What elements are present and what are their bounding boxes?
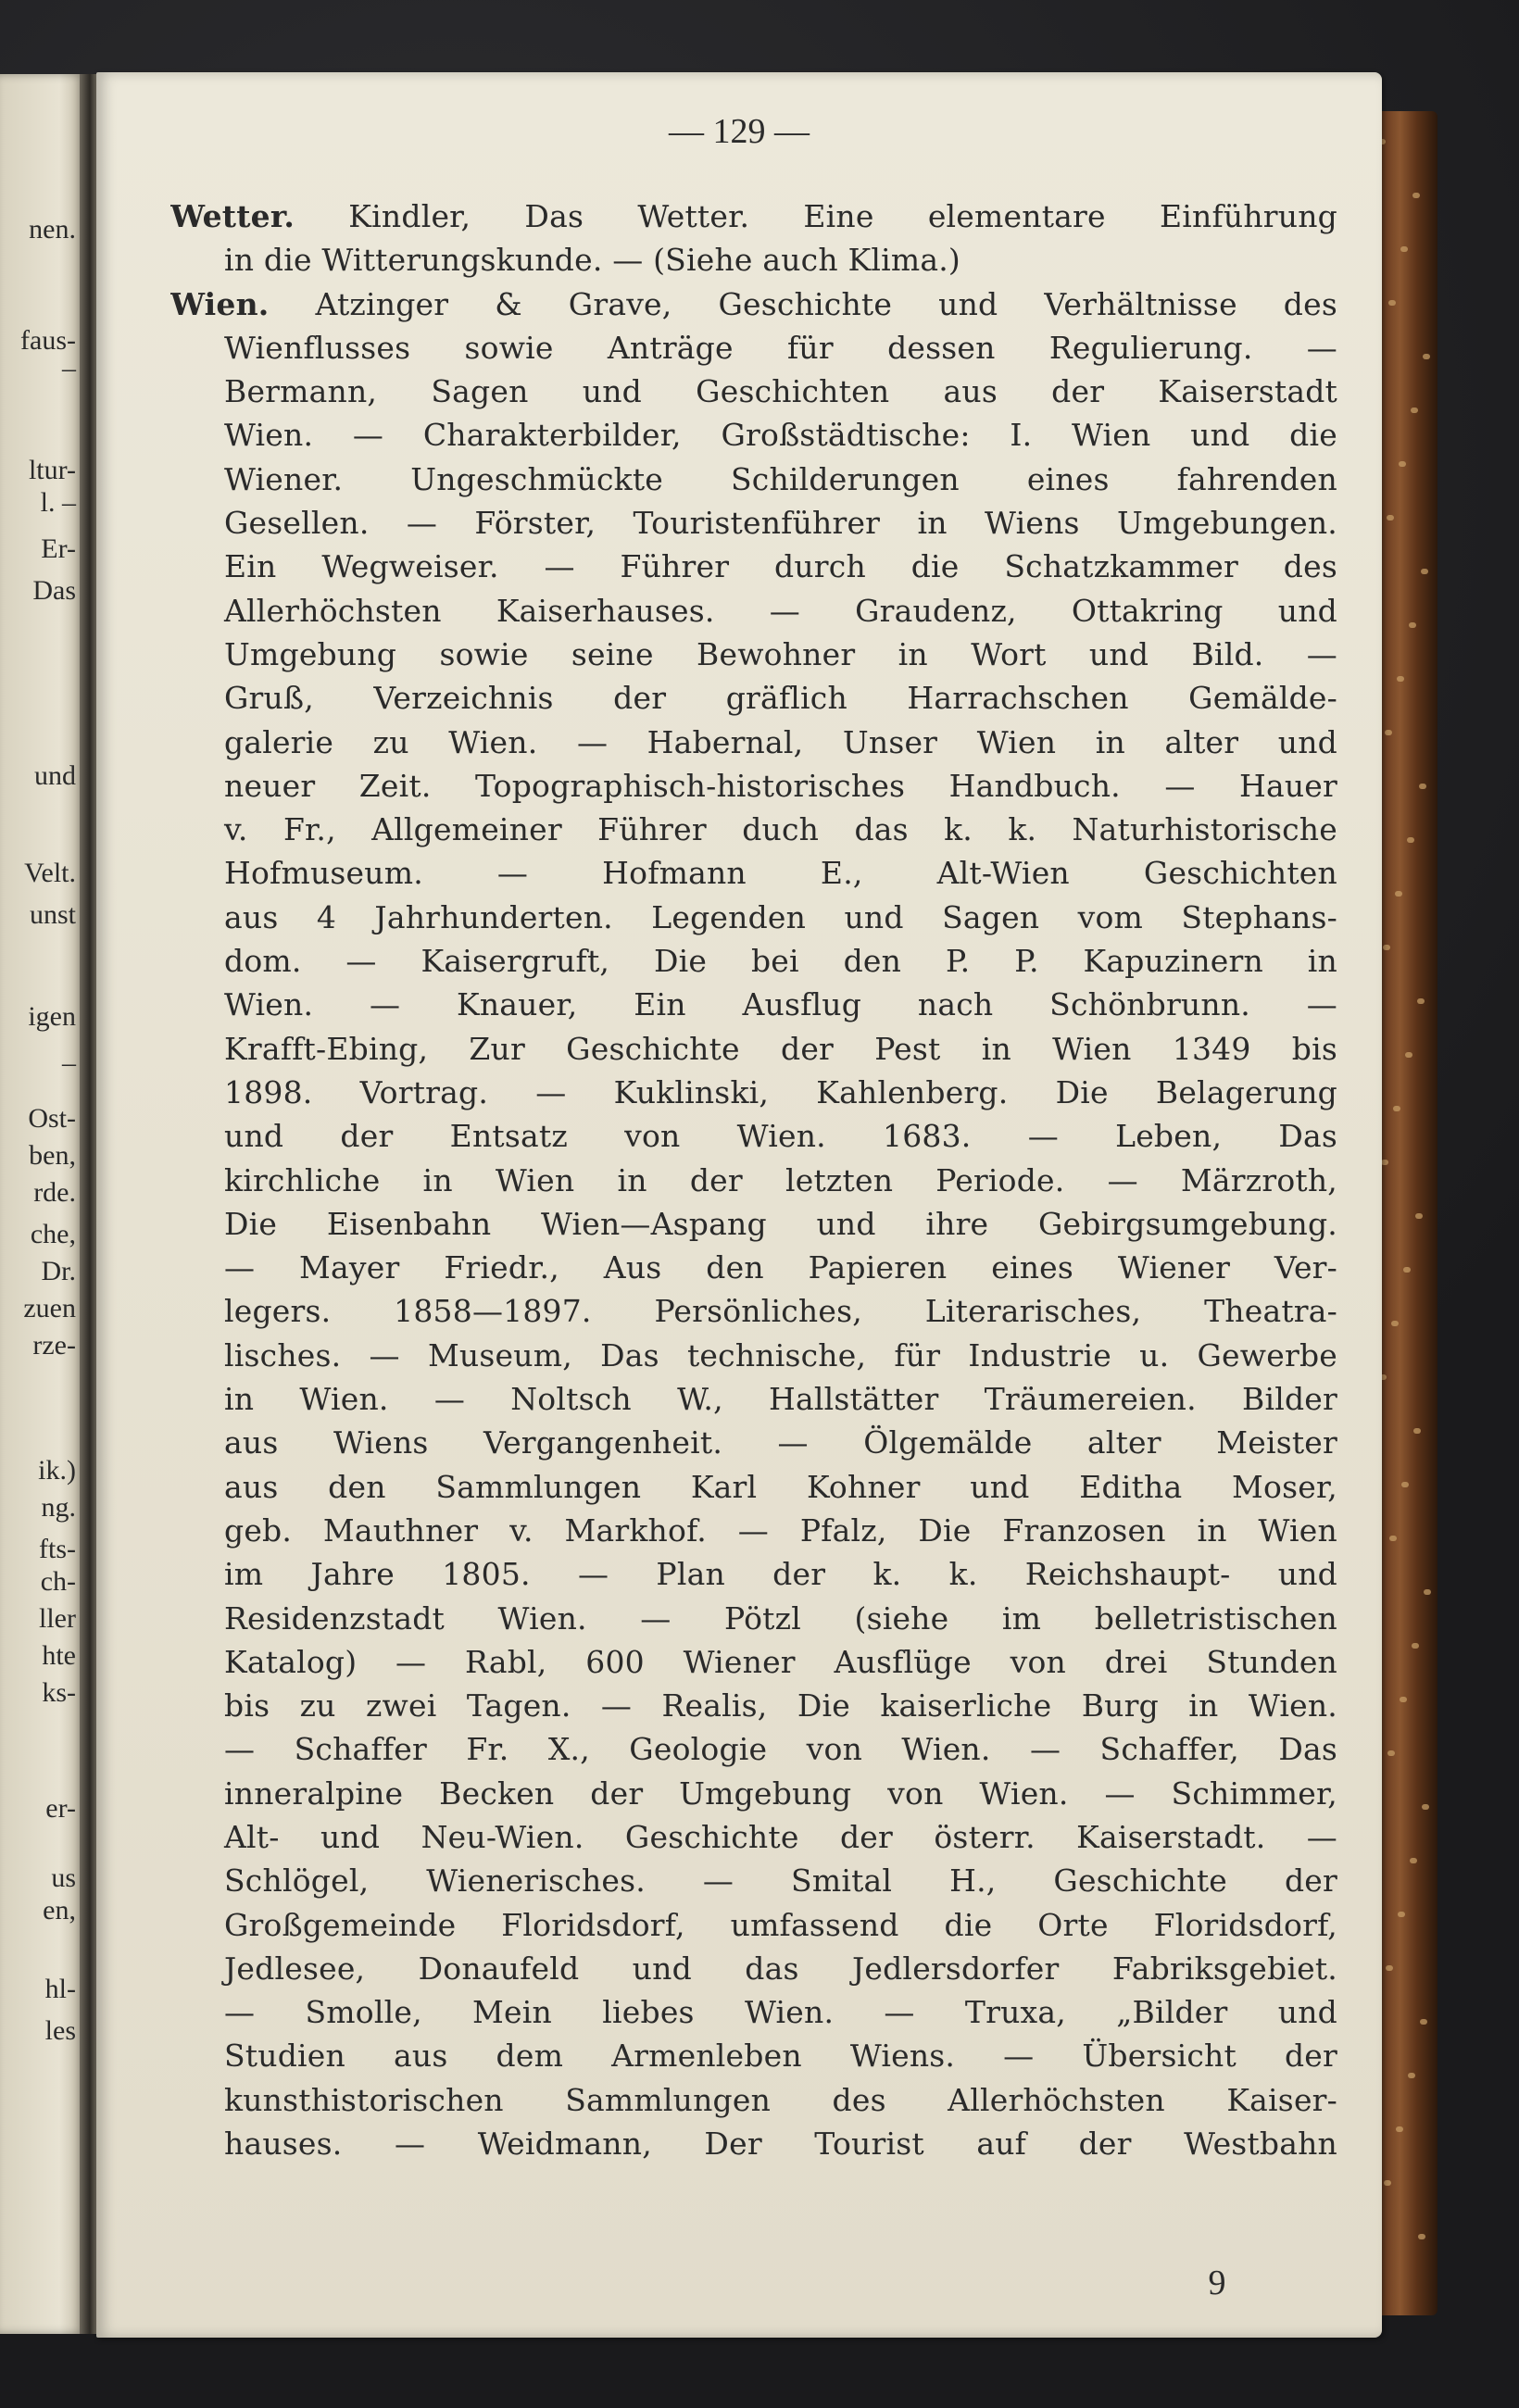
line-text: 1898. Vortrag. — Kuklinski, Kahlenberg. Die Belagerung bbox=[224, 1073, 1337, 1110]
spine-speck bbox=[1399, 461, 1406, 467]
line-text: Wien. — Knauer, Ein Ausflug nach Schönbrunn. — bbox=[224, 986, 1337, 1023]
line-text: und der Entsatz von Wien. 1683. — Leben, Das bbox=[224, 1118, 1337, 1155]
spine-speck bbox=[1405, 1052, 1412, 1058]
text-line bbox=[170, 1815, 1337, 1859]
text-line bbox=[170, 1071, 1337, 1114]
left-page-fragment: hte bbox=[42, 1640, 76, 1671]
spine-speck bbox=[1400, 1697, 1407, 1702]
spine-speck bbox=[1398, 1912, 1405, 1917]
spine-speck bbox=[1387, 515, 1394, 520]
spine-speck bbox=[1389, 1536, 1397, 1541]
line-text: Atzinger & Grave, Geschichte und Verhältnisse des bbox=[269, 285, 1337, 322]
line-text: — Mayer Friedr., Aus den Papieren eines Wiener Ver- bbox=[224, 1249, 1337, 1286]
spine-speck bbox=[1419, 784, 1426, 789]
text-line bbox=[170, 851, 1337, 895]
text-line bbox=[170, 545, 1337, 588]
line-text: lisches. — Museum, Das technische, für Industrie u. Gewerbe bbox=[224, 1336, 1337, 1373]
line-text: inneralpine Becken der Umgebung von Wien. — Schimmer, bbox=[224, 1775, 1337, 1812]
line-text: kirchliche in Wien in der letzten Periode. — Märzroth, bbox=[224, 1161, 1337, 1198]
line-text: Studien aus dem Armenleben Wiens. — Übersicht der bbox=[224, 2038, 1337, 2075]
text-line bbox=[170, 458, 1337, 501]
line-text: aus den Sammlungen Karl Kohner und Editha Moser, bbox=[224, 1468, 1337, 1505]
line-text: bis zu zwei Tagen. — Realis, Die kaiserliche Burg in Wien. bbox=[224, 1687, 1337, 1724]
line-text: Großgemeinde Floridsdorf, umfassend die Orte Floridsdorf, bbox=[224, 1906, 1337, 1943]
page-number: — 129 — bbox=[669, 112, 810, 151]
left-page-fragment: rze- bbox=[32, 1330, 76, 1361]
left-page-fragment: us bbox=[51, 1862, 76, 1893]
text-line bbox=[170, 413, 1337, 457]
line-text: aus Wiens Vergangenheit. — Ölgemälde alter Meister bbox=[224, 1424, 1337, 1461]
spine-speck bbox=[1417, 998, 1425, 1004]
spine-speck bbox=[1424, 1589, 1431, 1595]
text-line bbox=[170, 2122, 1337, 2165]
spine-speck bbox=[1415, 1213, 1423, 1219]
line-text: Katalog) — Rabl, 600 Wiener Ausflüge von drei Stunden bbox=[224, 1643, 1337, 1680]
text-line bbox=[170, 721, 1337, 764]
line-text: aus 4 Jahrhunderten. Legenden und Sagen vom Stephans- bbox=[224, 898, 1337, 935]
line-text: in die Witterungskunde. — (Siehe auch Klima.) bbox=[224, 242, 960, 279]
text-line bbox=[170, 676, 1337, 720]
spine-speck bbox=[1411, 408, 1418, 413]
text-line bbox=[170, 501, 1337, 545]
left-page-fragment: Er- bbox=[41, 533, 76, 564]
left-page-fragment: Dr. bbox=[41, 1256, 76, 1286]
left-page-fragment: unst bbox=[29, 899, 76, 930]
left-page-fragment: ben, bbox=[29, 1140, 76, 1171]
left-page-fragment: igen bbox=[28, 1001, 76, 1032]
line-text: Umgebung sowie seine Bewohner in Wort und Bild. — bbox=[224, 635, 1337, 672]
line-text: — Smolle, Mein liebes Wien. — Truxa, „Bilder und bbox=[224, 1994, 1337, 2031]
spine-speck bbox=[1385, 730, 1392, 735]
text-line bbox=[170, 939, 1337, 983]
line-text: Schlögel, Wienerisches. — Smital H., Geschichte der bbox=[224, 1862, 1337, 1900]
spine-speck bbox=[1423, 354, 1430, 359]
left-page-fragment: er- bbox=[45, 1793, 76, 1824]
spine-speck bbox=[1422, 1804, 1429, 1810]
text-line bbox=[170, 238, 1337, 282]
line-text: Krafft-Ebing, Zur Geschichte der Pest in Wien 1349 bis bbox=[224, 1030, 1337, 1067]
left-page-fragment: les bbox=[44, 2015, 76, 2046]
text-line bbox=[170, 983, 1337, 1026]
spine-speck bbox=[1401, 1482, 1409, 1487]
spine-speck bbox=[1420, 2019, 1427, 2025]
spine-speck bbox=[1421, 569, 1428, 574]
text-line bbox=[170, 326, 1337, 370]
text-line bbox=[170, 1027, 1337, 1071]
left-page-fragment: ks- bbox=[42, 1677, 76, 1708]
text-line bbox=[170, 896, 1337, 939]
left-page-fragment: zuen bbox=[23, 1293, 76, 1323]
line-text: dom. — Kaisergruft, Die bei den P. P. Kapuzinern in bbox=[224, 943, 1337, 980]
entry-heading: Wetter. bbox=[170, 198, 295, 234]
line-text: in Wien. — Noltsch W., Hallstätter Träumereien. Bilder bbox=[224, 1381, 1337, 1418]
text-line bbox=[170, 1947, 1337, 1990]
left-page-fragment: Das bbox=[32, 575, 76, 606]
left-page-fragment: Velt. bbox=[24, 858, 76, 888]
spine-speck bbox=[1403, 1267, 1411, 1273]
line-text: Die Eisenbahn Wien—Aspang und ihre Gebirgsumgebung. bbox=[224, 1205, 1337, 1242]
spine-speck bbox=[1409, 622, 1416, 628]
spine-speck bbox=[1412, 1643, 1419, 1649]
text-line bbox=[170, 764, 1337, 808]
spine-speck bbox=[1410, 1858, 1417, 1863]
text-line bbox=[170, 1289, 1337, 1333]
line-text: Gruß, Verzeichnis der gräflich Harrachschen Gemälde- bbox=[224, 680, 1337, 717]
text-line bbox=[170, 1509, 1337, 1552]
line-text: Alt- und Neu-Wien. Geschichte der österr. Kaiserstadt. — bbox=[224, 1818, 1337, 1855]
text-line bbox=[170, 1377, 1337, 1421]
spine-speck bbox=[1395, 891, 1402, 897]
text-line bbox=[170, 1114, 1337, 1158]
page-text bbox=[170, 194, 1337, 2165]
text-line bbox=[170, 2034, 1337, 2077]
line-text: Wiener. Ungeschmückte Schilderungen eines fahrenden bbox=[224, 460, 1337, 497]
line-text: Bermann, Sagen und Geschichten aus der Kaiserstadt bbox=[224, 373, 1337, 410]
left-page-text-fragments bbox=[4, 148, 82, 2278]
text-line bbox=[170, 1465, 1337, 1509]
spine-speck bbox=[1408, 2073, 1415, 2078]
left-page-fragment: ch- bbox=[40, 1566, 76, 1597]
text-line bbox=[170, 1334, 1337, 1377]
left-page-fragment: ltur- bbox=[28, 455, 76, 485]
spine-speck bbox=[1383, 945, 1390, 950]
spine-speck bbox=[1386, 1965, 1393, 1971]
spine-speck bbox=[1412, 193, 1420, 198]
text-line bbox=[170, 2078, 1337, 2122]
text-line bbox=[170, 589, 1337, 633]
text-line bbox=[170, 1159, 1337, 1202]
text-line bbox=[170, 1202, 1337, 1246]
left-page-fragment: faus- bbox=[20, 325, 76, 356]
spine-speck bbox=[1418, 2234, 1425, 2239]
spine-speck bbox=[1400, 246, 1408, 252]
spine-speck bbox=[1393, 1106, 1400, 1111]
spine-speck bbox=[1391, 1321, 1399, 1326]
text-line bbox=[170, 1727, 1337, 1771]
spine-speck bbox=[1396, 2126, 1403, 2132]
spine-speck bbox=[1388, 300, 1396, 306]
spine-speck bbox=[1384, 2180, 1391, 2186]
line-text: Wien. — Charakterbilder, Großstädtische: I. Wien und die bbox=[224, 417, 1337, 454]
text-line bbox=[170, 1990, 1337, 2034]
line-text: geb. Mauthner v. Markhof. — Pfalz, Die Franzosen in Wien bbox=[224, 1511, 1337, 1549]
line-text: galerie zu Wien. — Habernal, Unser Wien in alter und bbox=[224, 723, 1337, 760]
entry-heading: Wien. bbox=[170, 285, 270, 322]
line-text: Ein Wegweiser. — Führer durch die Schatzkammer des bbox=[224, 548, 1337, 585]
left-page-fragment: fts- bbox=[39, 1534, 76, 1564]
line-text: — Schaffer Fr. X., Geologie von Wien. — Schaffer, Das bbox=[224, 1731, 1337, 1768]
text-line bbox=[170, 1772, 1337, 1815]
left-page-edge bbox=[0, 74, 85, 2334]
line-text: Wienflusses sowie Anträge für dessen Regulierung. — bbox=[224, 329, 1337, 366]
spine-speck bbox=[1407, 837, 1414, 843]
spine-speck bbox=[1387, 1750, 1395, 1756]
left-page-fragment: ng. bbox=[41, 1492, 76, 1523]
line-text: legers. 1858—1897. Persönliches, Literarisches, Theatra- bbox=[224, 1293, 1337, 1330]
line-text: Kindler, Das Wetter. Eine elementare Einführung bbox=[295, 198, 1337, 234]
text-line bbox=[170, 1597, 1337, 1640]
line-text: neuer Zeit. Topographisch-historisches Handbuch. — Hauer bbox=[224, 767, 1337, 804]
text-line bbox=[170, 370, 1337, 413]
left-page-fragment: hl- bbox=[44, 1974, 76, 2004]
spine-speck bbox=[1381, 1160, 1388, 1165]
text-line bbox=[170, 1903, 1337, 1947]
left-page-fragment: und bbox=[34, 760, 76, 791]
line-text: Allerhöchsten Kaiserhauses. — Graudenz, Ottakring und bbox=[224, 592, 1337, 629]
left-page-fragment: rde. bbox=[33, 1177, 76, 1208]
left-page-fragment: nen. bbox=[29, 214, 76, 245]
left-page-fragment: ik.) bbox=[38, 1455, 76, 1486]
text-line bbox=[170, 194, 1337, 238]
line-text: v. Fr., Allgemeiner Führer duch das k. k. Naturhistorische bbox=[224, 811, 1337, 848]
signature-mark: 9 bbox=[1208, 2264, 1226, 2302]
left-page-fragment: – bbox=[62, 353, 76, 383]
line-text: Gesellen. — Förster, Touristenführer in Wiens Umgebungen. bbox=[224, 505, 1337, 542]
line-text: kunsthistorischen Sammlungen des Allerhöchsten Kaiser- bbox=[224, 2081, 1337, 2118]
text-line bbox=[170, 808, 1337, 851]
text-line bbox=[170, 1552, 1337, 1596]
line-text: im Jahre 1805. — Plan der k. k. Reichshaupt- und bbox=[224, 1556, 1337, 1593]
book-page bbox=[96, 72, 1382, 2338]
left-page-fragment: Ost- bbox=[28, 1103, 76, 1134]
text-line bbox=[170, 1640, 1337, 1684]
line-text: Jedlesee, Donaufeld und das Jedlersdorfer Fabriksgebiet. bbox=[224, 1950, 1337, 1987]
left-page-fragment: en, bbox=[43, 1895, 76, 1925]
text-line bbox=[170, 1246, 1337, 1289]
text-line bbox=[170, 282, 1337, 326]
line-text: hauses. — Weidmann, Der Tourist auf der Westbahn bbox=[224, 2126, 1337, 2163]
line-text: Residenzstadt Wien. — Pötzl (siehe im belletristischen bbox=[224, 1599, 1337, 1637]
left-page-fragment: l. – bbox=[40, 487, 76, 518]
spine-speck bbox=[1413, 1428, 1421, 1434]
spine-speck bbox=[1397, 676, 1404, 682]
left-page-fragment: che, bbox=[30, 1219, 76, 1249]
line-text: Hofmuseum. — Hofmann E., Alt-Wien Geschichten bbox=[224, 855, 1337, 892]
text-line bbox=[170, 1859, 1337, 1902]
text-line bbox=[170, 633, 1337, 676]
text-line bbox=[170, 1684, 1337, 1727]
left-page-fragment: ller bbox=[39, 1603, 76, 1634]
text-line bbox=[170, 1421, 1337, 1464]
left-page-fragment: – bbox=[62, 1047, 76, 1078]
